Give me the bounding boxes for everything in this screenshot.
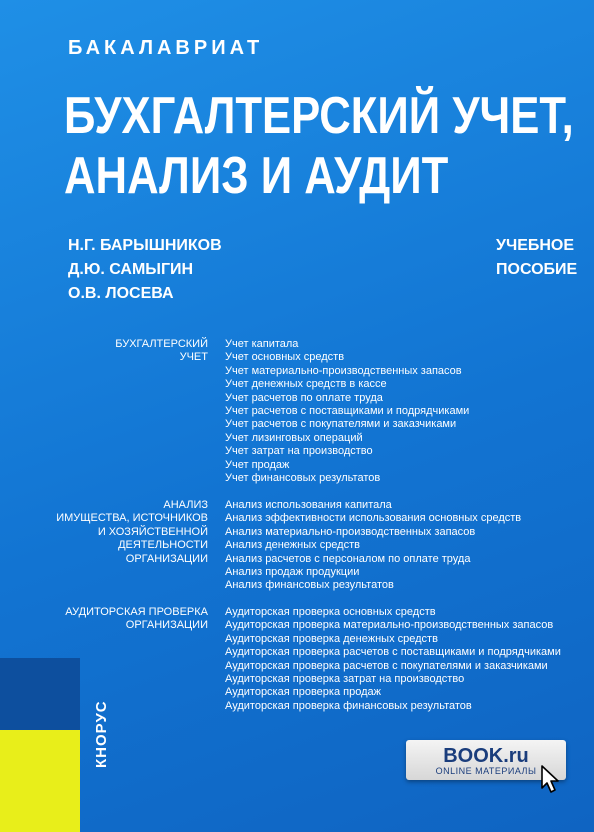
list-item: Учет расчетов с покупателями и заказчиками — [225, 418, 457, 431]
list-item: Учет капитала — [225, 338, 299, 350]
author-name: Д.Ю. САМЫГИН — [68, 261, 194, 278]
list-item: Анализ продаж продукции — [225, 566, 360, 579]
list-item: Аудиторская проверка денежных средств — [225, 632, 438, 645]
list-item: Анализ использования капитала — [225, 499, 392, 511]
author-name: О.В. ЛОСЕВА — [68, 285, 174, 302]
section-label — [50, 338, 208, 365]
book-title — [64, 86, 574, 206]
section-items — [225, 606, 565, 713]
authors-list — [68, 234, 222, 306]
title-line: АНАЛИЗ И АУДИТ — [64, 147, 449, 205]
list-item: Аудиторская проверка расчетов с поставщиками и подрядчиками — [225, 646, 561, 659]
list-item: Аудиторская проверка расчетов с покупателями и заказчиками — [225, 659, 548, 672]
section-label — [50, 606, 208, 633]
section-label — [50, 499, 208, 566]
book-type-line: УЧЕБНОЕ — [496, 237, 575, 254]
list-item: Учет продаж — [225, 458, 290, 471]
list-item: Анализ расчетов с персоналом по оплате труда — [225, 552, 471, 565]
section-items — [225, 499, 565, 593]
series-label: БАКАЛАВРИАТ — [68, 37, 264, 59]
accent-block — [0, 730, 80, 832]
list-item: Аудиторская проверка материально-производственных запасов — [225, 619, 554, 632]
list-item: Учет расчетов по оплате труда — [225, 391, 383, 404]
list-item: Учет материально-производственных запасов — [225, 364, 462, 377]
list-item: Учет денежных средств в кассе — [225, 378, 387, 391]
list-item: Анализ финансовых результатов — [225, 579, 394, 592]
list-item: Анализ эффективности использования основных средств — [225, 512, 522, 525]
list-item: Аудиторская проверка финансовых результатов — [225, 699, 472, 712]
list-item: Анализ материально-производственных запасов — [225, 525, 476, 538]
list-item: Аудиторская проверка затрат на производство — [225, 673, 465, 686]
list-item: Учет лизинговых операций — [225, 431, 363, 444]
section-label-line: ОРГАНИЗАЦИИ — [125, 619, 208, 632]
list-item: Учет затрат на производство — [225, 445, 373, 458]
publisher-name: КНОРУС — [93, 700, 110, 768]
book-type-line: ПОСОБИЕ — [496, 261, 578, 278]
section-label-line: ОРГАНИЗАЦИИ — [125, 552, 208, 565]
section-label-line: ИМУЩЕСТВА, ИСТОЧНИКОВ — [56, 512, 208, 525]
section-label-line: БУХГАЛТЕРСКИЙ — [115, 338, 208, 350]
title-line: БУХГАЛТЕРСКИЙ УЧЕТ, — [64, 87, 574, 145]
section-label-line: И ХОЗЯЙСТВЕННОЙ — [97, 525, 208, 538]
book-type — [496, 234, 577, 282]
list-item: Учет финансовых результатов — [225, 472, 381, 485]
list-item: Учет основных средств — [225, 351, 345, 364]
cursor-arrow-icon — [540, 764, 562, 794]
section-label-line: АНАЛИЗ — [163, 499, 208, 511]
list-item: Аудиторская проверка основных средств — [225, 606, 436, 618]
author-name: Н.Г. БАРЫШНИКОВ — [68, 237, 222, 254]
list-item: Анализ денежных средств — [225, 539, 360, 552]
list-item: Учет расчетов с поставщиками и подрядчиками — [225, 405, 470, 418]
bookru-subtitle: ONLINE МАТЕРИАЛЫ — [435, 766, 537, 776]
list-item: Аудиторская проверка продаж — [225, 686, 381, 699]
section-items — [225, 338, 565, 485]
section-label-line: УЧЕТ — [179, 351, 208, 364]
bookru-logo: BOOK.ru — [443, 745, 529, 767]
section-label-line: ДЕЯТЕЛЬНОСТИ — [118, 539, 208, 552]
section-label-line: АУДИТОРСКАЯ ПРОВЕРКА — [65, 606, 208, 618]
